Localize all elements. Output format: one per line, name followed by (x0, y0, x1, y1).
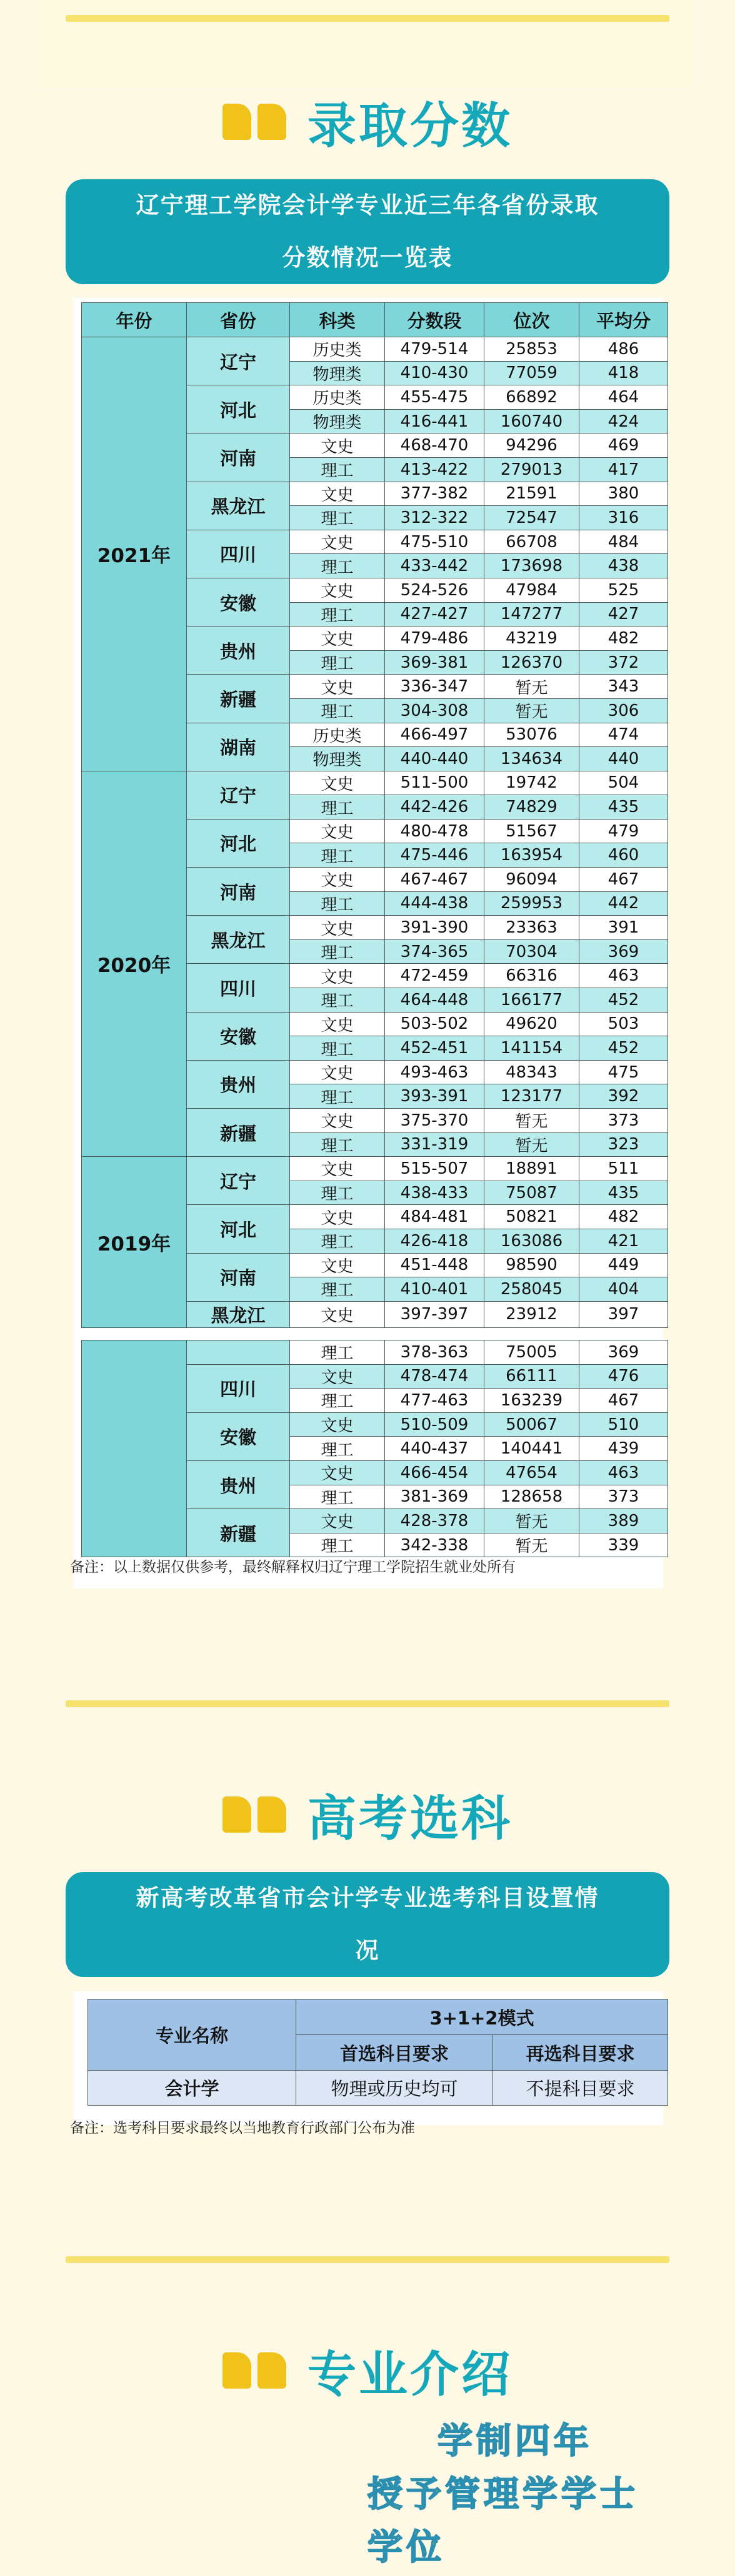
banner-line-2: 分数情况一览表 (282, 244, 453, 271)
province-cell: 贵州 (187, 1460, 290, 1508)
category-cell: 文史 (290, 1412, 385, 1437)
score-range-cell: 524-526 (385, 578, 484, 602)
average-cell: 467 (579, 868, 668, 892)
rank-cell: 暂无 (484, 1132, 579, 1157)
score-range-cell: 375-370 (385, 1109, 484, 1133)
category-cell: 文史 (290, 1060, 385, 1084)
category-cell: 历史类 (290, 385, 385, 410)
province-cell: 河北 (187, 385, 290, 433)
table-header-row (82, 303, 668, 337)
rank-cell: 259953 (484, 891, 579, 916)
score-range-cell: 503-502 (385, 1012, 484, 1036)
category-cell: 理工 (290, 1389, 385, 1413)
province-cell: 新疆 (187, 1509, 290, 1557)
score-range-cell: 438-433 (385, 1181, 484, 1205)
category-cell: 理工 (290, 1036, 385, 1061)
score-range-cell: 312-322 (385, 506, 484, 530)
header-score-range: 分数段 (385, 303, 484, 337)
rank-cell: 66111 (484, 1364, 579, 1389)
col-first-subject: 首选科目要求 (296, 2035, 493, 2071)
electives-banner (66, 1872, 669, 1977)
average-cell: 439 (579, 1437, 668, 1461)
rank-cell: 166177 (484, 988, 579, 1013)
category-cell: 理工 (290, 939, 385, 964)
average-cell: 449 (579, 1253, 668, 1277)
average-cell: 463 (579, 964, 668, 988)
score-range-cell: 480-478 (385, 819, 484, 843)
average-cell: 510 (579, 1412, 668, 1437)
rank-cell: 43219 (484, 627, 579, 651)
score-range-cell: 410-430 (385, 361, 484, 385)
average-cell: 343 (579, 675, 668, 699)
province-cell: 河北 (187, 819, 290, 867)
intro-line-2: 授予管理学学士 (368, 2474, 639, 2515)
average-cell: 389 (579, 1509, 668, 1533)
rank-cell: 66316 (484, 964, 579, 988)
score-range-cell: 477-463 (385, 1389, 484, 1413)
province-cell: 河南 (187, 868, 290, 916)
banner-line-1: 新高考改革省市会计学专业选考科目设置情 (136, 1885, 599, 1911)
score-range-cell: 369-381 (385, 650, 484, 675)
quote-icon (222, 2352, 286, 2389)
province-cell: 黑龙江 (187, 482, 290, 530)
score-range-cell: 478-474 (385, 1364, 484, 1389)
average-cell: 460 (579, 843, 668, 868)
year-cell (82, 1340, 187, 1557)
average-cell: 435 (579, 1181, 668, 1205)
score-range-cell: 444-438 (385, 891, 484, 916)
rank-cell: 47984 (484, 578, 579, 602)
rank-cell: 94296 (484, 433, 579, 458)
scores-table (81, 302, 668, 1328)
average-cell: 482 (579, 1205, 668, 1229)
category-cell: 文史 (290, 868, 385, 892)
province-cell: 新疆 (187, 1109, 290, 1157)
score-range-cell: 381-369 (385, 1485, 484, 1509)
rank-cell: 160740 (484, 409, 579, 433)
top-rail (39, 0, 696, 87)
category-cell: 文史 (290, 1109, 385, 1133)
category-cell: 理工 (290, 795, 385, 820)
province-cell: 黑龙江 (187, 1301, 290, 1327)
score-range-cell: 479-514 (385, 337, 484, 362)
section-title-scores (0, 87, 735, 156)
category-cell: 历史类 (290, 337, 385, 362)
rank-cell: 暂无 (484, 1109, 579, 1133)
province-cell (187, 1340, 290, 1365)
category-cell: 理工 (290, 506, 385, 530)
rank-cell: 141154 (484, 1036, 579, 1061)
average-cell: 316 (579, 506, 668, 530)
category-cell: 理工 (290, 1340, 385, 1365)
province-cell: 四川 (187, 964, 290, 1012)
average-cell: 418 (579, 361, 668, 385)
year-cell: 2020年 (82, 771, 187, 1157)
score-range-cell: 397-397 (385, 1301, 484, 1327)
score-range-cell: 440-437 (385, 1437, 484, 1461)
rank-cell: 96094 (484, 868, 579, 892)
rank-cell: 123177 (484, 1084, 579, 1109)
average-cell: 369 (579, 939, 668, 964)
table-row (82, 337, 668, 362)
electives-note: 备注：选考科目要求最终以当地教育行政部门公布为准 (70, 2120, 415, 2136)
average-cell: 424 (579, 409, 668, 433)
scores-table-continued (81, 1340, 668, 1557)
province-cell: 安徽 (187, 578, 290, 626)
col-second-subject: 再选科目要求 (493, 2035, 668, 2071)
rank-cell: 50067 (484, 1412, 579, 1437)
divider-3 (66, 2256, 669, 2263)
average-cell: 391 (579, 916, 668, 940)
average-cell: 504 (579, 771, 668, 795)
category-cell: 文史 (290, 1253, 385, 1277)
province-cell: 安徽 (187, 1412, 290, 1460)
quote-icon (222, 1796, 286, 1833)
category-cell: 理工 (290, 1277, 385, 1302)
section-title-text: 录取分数 (307, 98, 512, 154)
category-cell: 文史 (290, 1205, 385, 1229)
average-cell: 427 (579, 602, 668, 627)
average-cell: 373 (579, 1109, 668, 1133)
rank-cell: 163086 (484, 1229, 579, 1253)
score-range-cell: 410-401 (385, 1277, 484, 1302)
category-cell: 理工 (290, 602, 385, 627)
category-cell: 理工 (290, 457, 385, 482)
score-range-cell: 377-382 (385, 482, 484, 506)
rank-cell: 暂无 (484, 1533, 579, 1557)
score-range-cell: 479-486 (385, 627, 484, 651)
rank-cell: 66708 (484, 530, 579, 554)
category-cell: 物理类 (290, 747, 385, 771)
score-range-cell: 374-365 (385, 939, 484, 964)
rank-cell: 126370 (484, 650, 579, 675)
category-cell: 物理类 (290, 361, 385, 385)
average-cell: 464 (579, 385, 668, 410)
score-range-cell: 413-422 (385, 457, 484, 482)
second-req-cell: 不提科目要求 (493, 2071, 668, 2106)
rank-cell: 98590 (484, 1253, 579, 1277)
score-range-cell: 472-459 (385, 964, 484, 988)
average-cell: 475 (579, 1060, 668, 1084)
year-cell: 2021年 (82, 337, 187, 771)
category-cell: 理工 (290, 1437, 385, 1461)
scores-note: 备注：以上数据仅供参考，最终解释权归辽宁理工学院招生就业处所有 (70, 1559, 516, 1575)
rank-cell: 140441 (484, 1437, 579, 1461)
rank-cell: 75087 (484, 1181, 579, 1205)
score-range-cell: 455-475 (385, 385, 484, 410)
average-cell: 373 (579, 1485, 668, 1509)
category-cell: 文史 (290, 578, 385, 602)
mode-header: 3+1+2模式 (296, 1999, 668, 2035)
category-cell: 文史 (290, 675, 385, 699)
rank-cell: 50821 (484, 1205, 579, 1229)
header-province: 省份 (187, 303, 290, 337)
average-cell: 438 (579, 554, 668, 578)
rank-cell: 72547 (484, 506, 579, 530)
category-cell: 文史 (290, 530, 385, 554)
average-cell: 372 (579, 650, 668, 675)
score-range-cell: 464-448 (385, 988, 484, 1013)
province-cell: 辽宁 (187, 1157, 290, 1205)
province-cell: 四川 (187, 530, 290, 578)
average-cell: 476 (579, 1364, 668, 1389)
score-range-cell: 467-467 (385, 868, 484, 892)
score-range-cell: 393-391 (385, 1084, 484, 1109)
average-cell: 306 (579, 698, 668, 723)
category-cell: 理工 (290, 1084, 385, 1109)
rank-cell: 70304 (484, 939, 579, 964)
table-row (82, 771, 668, 795)
category-cell: 文史 (290, 1012, 385, 1036)
province-cell: 安徽 (187, 1012, 290, 1060)
average-cell: 525 (579, 578, 668, 602)
average-cell: 440 (579, 747, 668, 771)
rank-cell: 77059 (484, 361, 579, 385)
header-category: 科类 (290, 303, 385, 337)
score-range-cell: 336-347 (385, 675, 484, 699)
average-cell: 452 (579, 988, 668, 1013)
category-cell: 文史 (290, 1364, 385, 1389)
section-title-text: 高考选科 (307, 1791, 512, 1847)
score-range-cell: 468-470 (385, 433, 484, 458)
average-cell: 323 (579, 1132, 668, 1157)
score-range-cell: 466-454 (385, 1460, 484, 1485)
average-cell: 482 (579, 627, 668, 651)
rank-cell: 258045 (484, 1277, 579, 1302)
province-cell: 新疆 (187, 675, 290, 723)
rank-cell: 75005 (484, 1340, 579, 1365)
province-cell: 辽宁 (187, 337, 290, 385)
score-range-cell: 515-507 (385, 1157, 484, 1181)
table-row (82, 1157, 668, 1181)
average-cell: 474 (579, 723, 668, 747)
average-cell: 339 (579, 1533, 668, 1557)
score-range-cell: 426-418 (385, 1229, 484, 1253)
category-cell: 文史 (290, 627, 385, 651)
category-cell: 历史类 (290, 723, 385, 747)
category-cell: 理工 (290, 554, 385, 578)
rank-cell: 暂无 (484, 698, 579, 723)
major-cell: 会计学 (88, 2071, 296, 2106)
score-range-cell: 451-448 (385, 1253, 484, 1277)
average-cell: 369 (579, 1340, 668, 1365)
banner-line-1: 辽宁理工学院会计学专业近三年各省份录取 (136, 192, 599, 219)
category-cell: 理工 (290, 650, 385, 675)
rank-cell: 134634 (484, 747, 579, 771)
rank-cell: 19742 (484, 771, 579, 795)
intro-line-1: 学制四年 (438, 2421, 592, 2462)
category-cell: 文史 (290, 819, 385, 843)
score-range-cell: 427-427 (385, 602, 484, 627)
rank-cell: 18891 (484, 1157, 579, 1181)
category-cell: 文史 (290, 771, 385, 795)
quote-icon (222, 104, 286, 140)
province-cell: 湖南 (187, 723, 290, 771)
rank-cell: 23912 (484, 1301, 579, 1327)
header-year: 年份 (82, 303, 187, 337)
year-cell: 2019年 (82, 1157, 187, 1328)
divider-2 (66, 1700, 669, 1707)
category-cell: 理工 (290, 988, 385, 1013)
average-cell: 417 (579, 457, 668, 482)
score-range-cell: 511-500 (385, 771, 484, 795)
category-cell: 理工 (290, 1533, 385, 1557)
score-range-cell: 484-481 (385, 1205, 484, 1229)
province-cell: 河北 (187, 1205, 290, 1253)
category-cell: 理工 (290, 698, 385, 723)
section-title-intro (0, 2336, 735, 2405)
banner-line-2: 况 (355, 1937, 380, 1964)
score-range-cell: 304-308 (385, 698, 484, 723)
score-range-cell: 342-338 (385, 1533, 484, 1557)
average-cell: 467 (579, 1389, 668, 1413)
rank-cell: 147277 (484, 602, 579, 627)
category-cell: 理工 (290, 1132, 385, 1157)
category-cell: 理工 (290, 1229, 385, 1253)
category-cell: 理工 (290, 891, 385, 916)
score-range-cell: 428-378 (385, 1509, 484, 1533)
province-cell: 四川 (187, 1364, 290, 1412)
rank-cell: 暂无 (484, 1509, 579, 1533)
rank-cell: 74829 (484, 795, 579, 820)
section-title-electives (0, 1780, 735, 1849)
score-range-cell: 378-363 (385, 1340, 484, 1365)
average-cell: 486 (579, 337, 668, 362)
rank-cell: 25853 (484, 337, 579, 362)
average-cell: 421 (579, 1229, 668, 1253)
province-cell: 河南 (187, 433, 290, 482)
average-cell: 503 (579, 1012, 668, 1036)
average-cell: 463 (579, 1460, 668, 1485)
rank-cell: 279013 (484, 457, 579, 482)
first-req-cell: 物理或历史均可 (296, 2071, 493, 2106)
score-range-cell: 475-446 (385, 843, 484, 868)
table-row (82, 1340, 668, 1365)
average-cell: 452 (579, 1036, 668, 1061)
average-cell: 469 (579, 433, 668, 458)
rank-cell: 163239 (484, 1389, 579, 1413)
scores-banner (66, 179, 669, 284)
rank-cell: 49620 (484, 1012, 579, 1036)
score-range-cell: 391-390 (385, 916, 484, 940)
category-cell: 文史 (290, 964, 385, 988)
category-cell: 文史 (290, 1460, 385, 1485)
average-cell: 435 (579, 795, 668, 820)
category-cell: 文史 (290, 1157, 385, 1181)
score-range-cell: 466-497 (385, 723, 484, 747)
average-cell: 380 (579, 482, 668, 506)
score-range-cell: 416-441 (385, 409, 484, 433)
col-major-name: 专业名称 (88, 1999, 296, 2071)
score-range-cell: 331-319 (385, 1132, 484, 1157)
rank-cell: 53076 (484, 723, 579, 747)
rank-cell: 23363 (484, 916, 579, 940)
score-range-cell: 510-509 (385, 1412, 484, 1437)
average-cell: 484 (579, 530, 668, 554)
province-cell: 河南 (187, 1253, 290, 1301)
score-range-cell: 440-440 (385, 747, 484, 771)
category-cell: 文史 (290, 482, 385, 506)
province-cell: 贵州 (187, 1060, 290, 1108)
province-cell: 黑龙江 (187, 916, 290, 964)
rank-cell: 21591 (484, 482, 579, 506)
category-cell: 理工 (290, 1181, 385, 1205)
score-range-cell: 475-510 (385, 530, 484, 554)
average-cell: 479 (579, 819, 668, 843)
average-cell: 511 (579, 1157, 668, 1181)
score-range-cell: 452-451 (385, 1036, 484, 1061)
category-cell: 文史 (290, 433, 385, 458)
average-cell: 397 (579, 1301, 668, 1327)
rank-cell: 48343 (484, 1060, 579, 1084)
average-cell: 442 (579, 891, 668, 916)
score-range-cell: 442-426 (385, 795, 484, 820)
header-average: 平均分 (579, 303, 668, 337)
rank-cell: 66892 (484, 385, 579, 410)
category-cell: 文史 (290, 1301, 385, 1327)
rank-cell: 173698 (484, 554, 579, 578)
header-rank: 位次 (484, 303, 579, 337)
score-range-cell: 493-463 (385, 1060, 484, 1084)
category-cell: 物理类 (290, 409, 385, 433)
divider-top (66, 15, 669, 22)
province-cell: 贵州 (187, 627, 290, 675)
rank-cell: 163954 (484, 843, 579, 868)
category-cell: 理工 (290, 843, 385, 868)
category-cell: 理工 (290, 1485, 385, 1509)
intro-line-3: 学位 (368, 2527, 445, 2568)
section-title-text: 专业介绍 (307, 2347, 512, 2403)
rank-cell: 128658 (484, 1485, 579, 1509)
score-range-cell: 433-442 (385, 554, 484, 578)
province-cell: 辽宁 (187, 771, 290, 819)
rank-cell: 47654 (484, 1460, 579, 1485)
electives-table (88, 1999, 668, 2106)
average-cell: 392 (579, 1084, 668, 1109)
average-cell: 404 (579, 1277, 668, 1302)
rank-cell: 51567 (484, 819, 579, 843)
category-cell: 文史 (290, 916, 385, 940)
rank-cell: 暂无 (484, 675, 579, 699)
category-cell: 文史 (290, 1509, 385, 1533)
